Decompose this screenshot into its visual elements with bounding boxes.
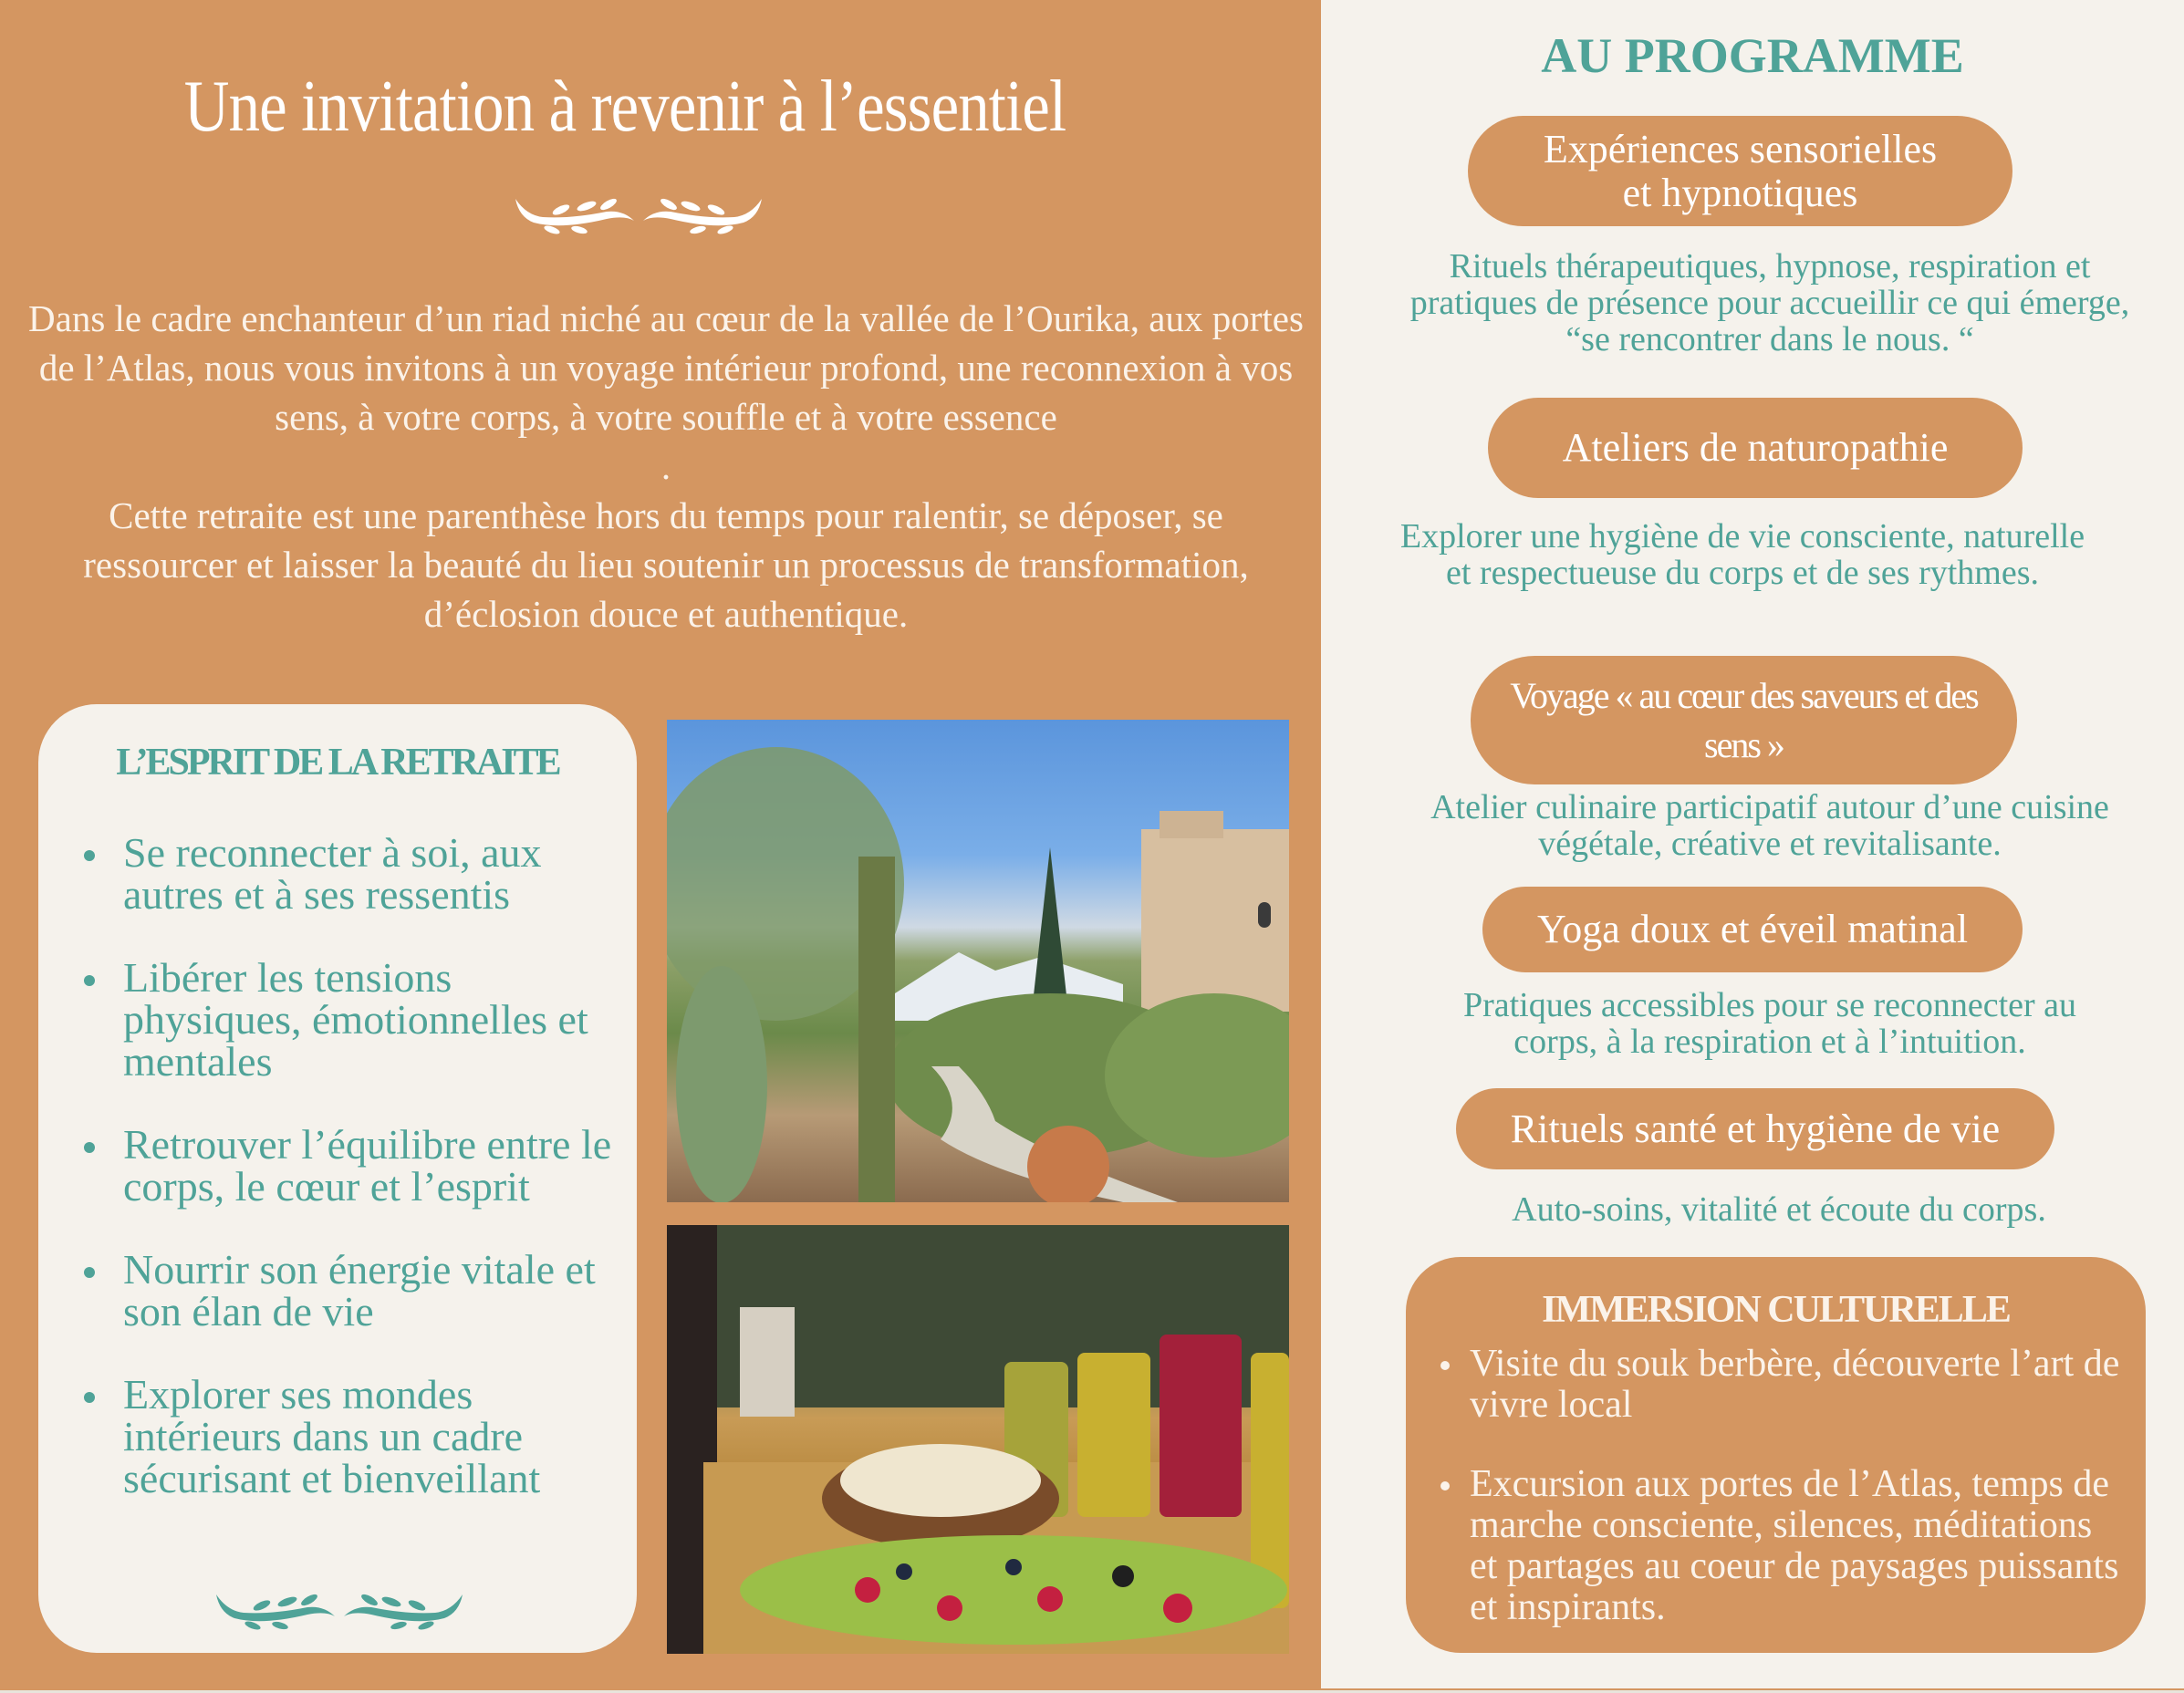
esprit-item: Nourrir son énergie vitale et son élan de vie xyxy=(84,1249,622,1333)
esprit-item: Se reconnecter à soi, aux autres et à ses ressentis xyxy=(84,832,622,916)
page-title: Une invitation à revenir à l’essentiel xyxy=(183,67,1066,147)
esprit-item: Retrouver l’équilibre entre le corps, le cœur et l’esprit xyxy=(84,1124,622,1208)
programme-desc: Auto-soins, vitalité et écoute du corps. xyxy=(1512,1190,2046,1229)
programme-title: AU PROGRAMME xyxy=(1541,28,1964,83)
programme-desc: Rituels thérapeutiques, hypnose, respiration et pratiques de présence pour accueillir ce qui émerge, “se rencontrer dans le nous. “ xyxy=(1409,247,2130,358)
pill-label: Expériences sensorielles et hypnotiques xyxy=(1543,126,1938,215)
immersion-title: IMMERSION CULTURELLE xyxy=(1542,1289,2010,1331)
esprit-card xyxy=(38,704,637,1653)
immersion-item: Excursion aux portes de l’Atlas, temps de marche consciente, silences, méditations et partages au coeur de paysages puissants et inspirants. xyxy=(1433,1464,2127,1628)
intro-paragraph-2: Cette retraite est une parenthèse hors du temps pour ralentir, se déposer, se ressourcer et laisser la beauté du lieu soutenir un processus de transformation, d’éclosion douce et authentique. xyxy=(83,494,1249,635)
pill-label: Voyage « au cœur des saveurs et des sens » xyxy=(1510,674,1978,765)
intro-dot: . xyxy=(660,445,671,487)
esprit-item: Libérer les tensions physiques, émotionnelles et mentales xyxy=(84,957,622,1083)
programme-pill-yoga xyxy=(1482,887,2023,972)
esprit-list xyxy=(84,829,622,1541)
intro-text xyxy=(27,294,1305,639)
programme-pill-rituels xyxy=(1456,1088,2054,1169)
programme-pill-voyage xyxy=(1471,656,2017,784)
leaf-ornament-icon xyxy=(207,1587,472,1633)
pill-label: Rituels santé et hygiène de vie xyxy=(1510,1106,2001,1151)
leaf-ornament-icon xyxy=(506,192,771,237)
programme-pill-naturopathie xyxy=(1488,398,2023,498)
esprit-title: L’ESPRIT DE LA RETRAITE xyxy=(116,742,559,784)
garden-photo xyxy=(667,720,1289,1202)
immersion-list xyxy=(1433,1344,2127,1667)
immersion-item: Visite du souk berbère, découverte l’art de vivre local xyxy=(1433,1344,2127,1426)
intro-paragraph-1: Dans le cadre enchanteur d’un riad niché au cœur de la vallée de l’Ourika, aux portes de l’Atlas, nous vous invitons à un voyage intérieur profond, une reconnexion à vos sens, à votre corps, à votre souffle et à votre essence xyxy=(28,297,1304,438)
pill-label: Ateliers de naturopathie xyxy=(1562,425,1949,470)
programme-desc: Explorer une hygiène de vie consciente, naturelle et respectueuse du corps et de ses rythmes. xyxy=(1399,517,2085,592)
bottom-divider xyxy=(0,1688,2184,1693)
immersion-card xyxy=(1406,1257,2146,1653)
programme-desc: Pratiques accessibles pour se reconnecter au corps, à la respiration et à l’intuition. xyxy=(1462,986,2077,1061)
pill-label: Yoga doux et éveil matinal xyxy=(1536,907,1969,951)
esprit-item: Explorer ses mondes intérieurs dans un cadre sécurisant et bienveillant xyxy=(84,1374,622,1500)
programme-desc: Atelier culinaire participatif autour d’une cuisine végétale, créative et revitalisante. xyxy=(1430,788,2109,863)
food-photo xyxy=(667,1225,1289,1654)
programme-pill-sensorielles xyxy=(1468,116,2012,226)
